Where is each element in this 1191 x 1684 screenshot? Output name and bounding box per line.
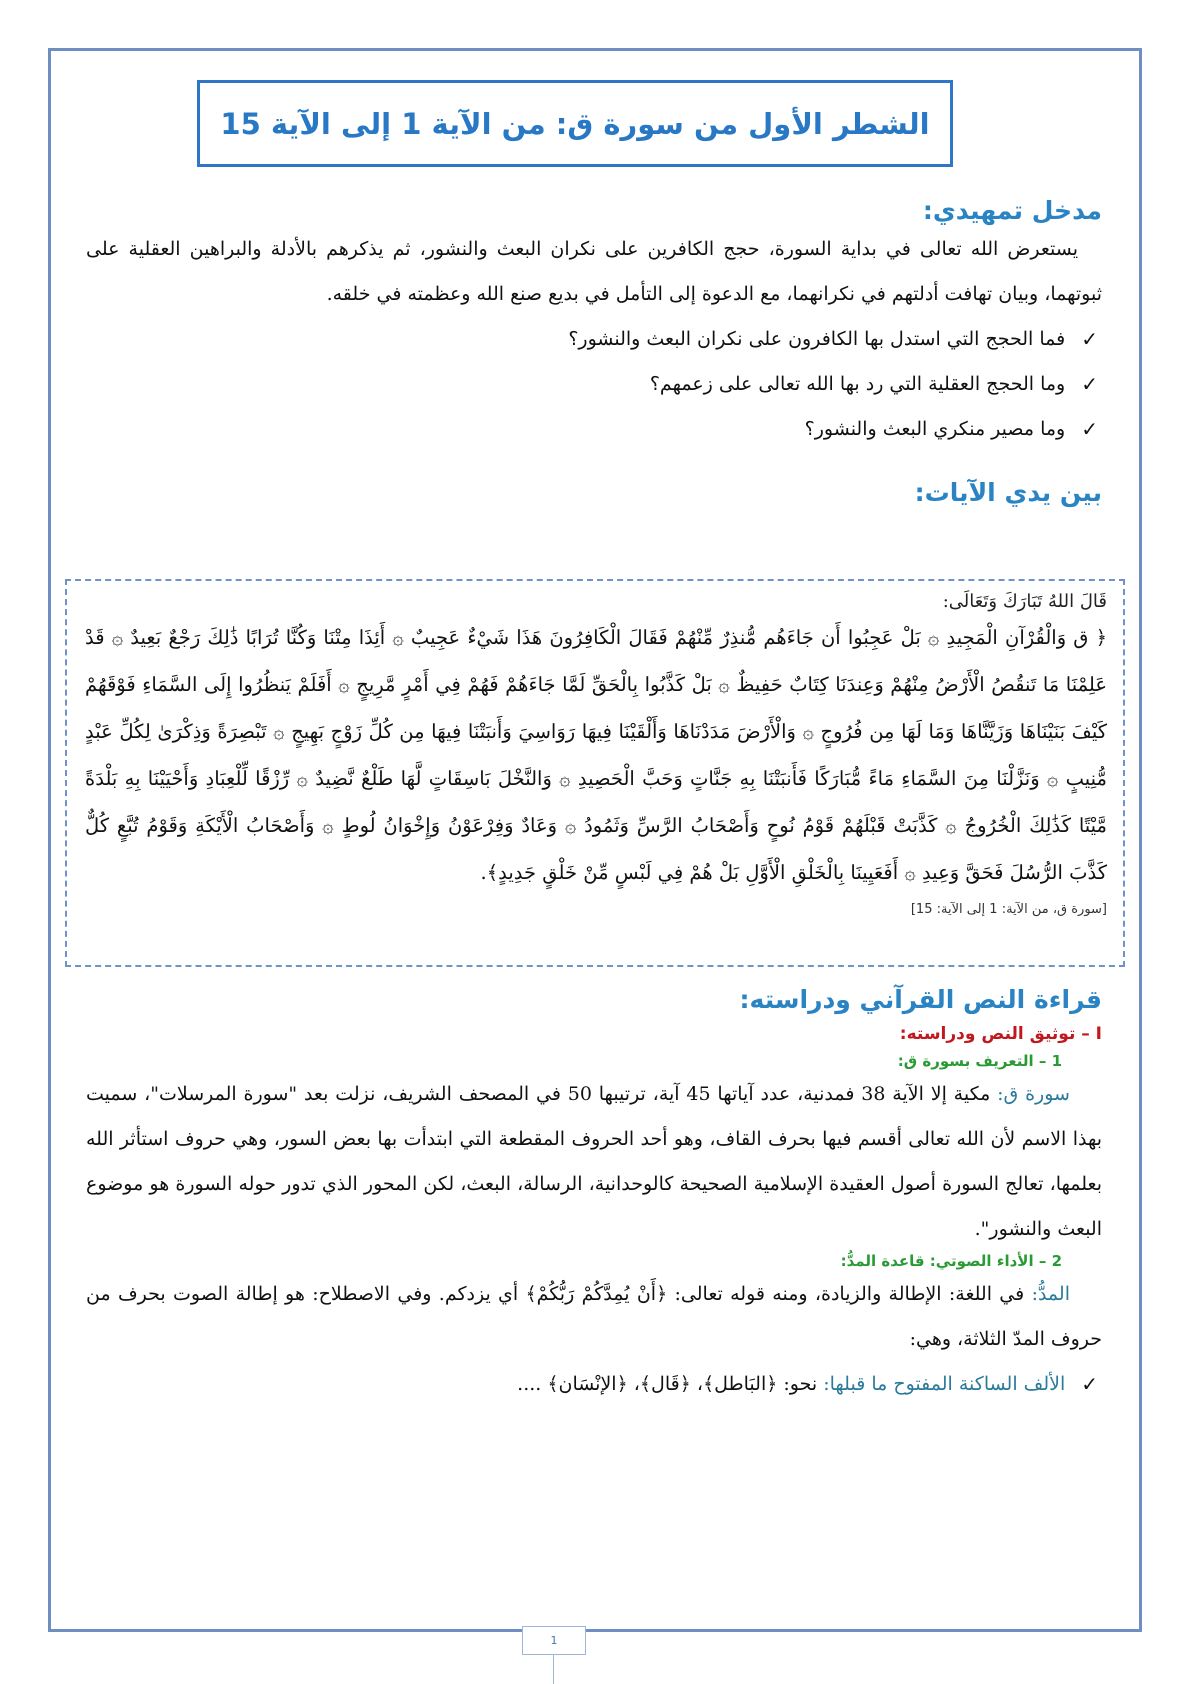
verses-content [85, 591, 1107, 917]
page-title: الشطر الأول من سورة ق: من الآية 1 إلى الآية 15 [220, 106, 930, 141]
intro-paragraph: يستعرض الله تعالى في بداية السورة، حجج الكافرين على نكران البعث والنشور، ثم يذكرهم بالأدلة والبراهين العقلية على ثبوتهما، وبيان تهافت أدلتهم في نكرانهما، مع الدعوة إلى التأمل في بديع صنع الله وعظمته في خلقه. [86, 238, 1102, 305]
title-box [197, 80, 953, 167]
verses-heading: بين يدي الآيات: [914, 478, 1102, 507]
question-item [86, 317, 1098, 362]
item2-paragraph [86, 1272, 1102, 1362]
item1-label: سورة ق: [997, 1083, 1070, 1105]
verses-intro: قَالَ اللهُ تَبَارَكَ وَتَعَالَى: [942, 591, 1107, 612]
page-number-box [522, 1626, 586, 1655]
verses-reference: [سورة ق، من الآية: 1 إلى الآية: 15] [910, 902, 1107, 917]
check-icon: ✓ [1081, 327, 1098, 351]
intro-heading: مدخل تمهيدي: [922, 196, 1102, 225]
study-heading: قراءة النص القرآني ودراسته: [739, 985, 1102, 1014]
intro-section [86, 196, 1102, 452]
verses-box [65, 579, 1125, 967]
check-icon: ✓ [1081, 417, 1098, 441]
question-list [86, 317, 1098, 452]
question-item [86, 362, 1098, 407]
item1-paragraph [86, 1072, 1102, 1252]
page-number-line [553, 1655, 554, 1684]
madd-bullet [86, 1362, 1098, 1407]
question-text: وما مصير منكري البعث والنشور؟ [804, 418, 1066, 440]
item1-text: مكية إلا الآية 38 فمدنية، عدد آياتها 45 آية، ترتيبها 50 في المصحف الشريف، نزلت بعد "سورة المرسلات"، سميت بهذا الاسم لأن الله تعالى أقسم فيها بحرف القاف، وهو أحد الحروف المقطعة التي ابتدأت بها بعض السور، وهي حروف استأثر الله بعلمها، تعالج السورة أصول العقيدة الإسلامية الصحيحة كالوحدانية، الرسالة، البعث، لكن المحور الذي تدور حوله السورة هو موضوع البعث والنشور". [86, 1083, 1102, 1240]
question-text: وما الحجج العقلية التي رد بها الله تعالى على زعمهم؟ [649, 373, 1066, 395]
check-icon: ✓ [1081, 1372, 1098, 1396]
page-number: 1 [550, 1634, 558, 1647]
verses-heading-wrap [86, 478, 1102, 507]
item2-text: في اللغة: الإطالة والزيادة، ومنه قوله تعالى: ﴿أَنْ يُمِدَّكُمْ رَبُّكُمْ﴾ أي يزدكم. وفي الاصطلاح: هو إطالة الصوت بحرف من حروف المدّ الثلاثة، وهي: [86, 1283, 1102, 1350]
question-item [86, 407, 1098, 452]
item2-heading: 2 – الأداء الصوتي: قاعدة المدُّ: [840, 1252, 1062, 1270]
verses-text: ﴿ ق وَالْقُرْآنِ الْمَجِيدِ ۞ بَلْ عَجِبُوا أَن جَاءَهُم مُّنذِرٌ مِّنْهُمْ فَقَالَ الْكَافِرُونَ هَذَا شَيْءٌ عَجِيبٌ ۞ أَئِذَا مِتْنَا وَكُنَّا تُرَابًا ذَٰلِكَ رَجْعٌ بَعِيدٌ ۞ قَدْ عَلِمْنَا مَا تَنقُصُ الْأَرْضُ مِنْهُمْ وَعِندَنَا كِتَابٌ حَفِيظٌ ۞ بَلْ كَذَّبُوا بِالْحَقِّ لَمَّا جَاءَهُمْ فَهُمْ فِي أَمْرٍ مَّرِيجٍ ۞ أَفَلَمْ يَنظُرُوا إِلَى السَّمَاءِ فَوْقَهُمْ كَيْفَ بَنَيْنَاهَا وَزَيَّنَّاهَا وَمَا لَهَا مِن فُرُوجٍ ۞ وَالْأَرْضَ مَدَدْنَاهَا وَأَلْقَيْنَا فِيهَا رَوَاسِيَ وَأَنبَتْنَا فِيهَا مِن كُلِّ زَوْجٍ بَهِيجٍ ۞ تَبْصِرَةً وَذِكْرَىٰ لِكُلِّ عَبْدٍ مُّنِيبٍ ۞ وَنَزَّلْنَا مِنَ السَّمَاءِ مَاءً مُّبَارَكًا فَأَنبَتْنَا بِهِ جَنَّاتٍ وَحَبَّ الْحَصِيدِ ۞ وَالنَّخْلَ بَاسِقَاتٍ لَّهَا طَلْعٌ نَّضِيدٌ ۞ رِّزْقًا لِّلْعِبَادِ وَأَحْيَيْنَا بِهِ بَلْدَةً مَّيْتًا كَذَٰلِكَ الْخُرُوجُ ۞ كَذَّبَتْ قَبْلَهُمْ قَوْمُ نُوحٍ وَأَصْحَابُ الرَّسِّ وَثَمُودُ ۞ وَعَادٌ وَفِرْعَوْنُ وَإِخْوَانُ لُوطٍ ۞ وَأَصْحَابُ الْأَيْكَةِ وَقَوْمُ تُبَّعٍ كُلٌّ كَذَّبَ الرُّسُلَ فَحَقَّ وَعِيدِ ۞ أَفَعَيِينَا بِالْخَلْقِ الْأَوَّلِ بَلْ هُمْ فِي لَبْسٍ مِّنْ خَلْقٍ جَدِيدٍ﴾. [85, 626, 1107, 884]
madd-bullet-label: الألف الساكنة المفتوح ما قبلها: [823, 1373, 1066, 1395]
check-icon: ✓ [1081, 372, 1098, 396]
study-section [86, 985, 1102, 1407]
madd-bullet-content [517, 1362, 1065, 1407]
madd-bullet-text: نحو: ﴿البَاطل﴾، ﴿قَال﴾، ﴿الإنْسَان﴾ .... [517, 1373, 818, 1395]
item2-label: المدُّ: [1031, 1283, 1070, 1305]
study-subheading: I – توثيق النص ودراسته: [899, 1024, 1102, 1044]
question-text: فما الحجج التي استدل بها الكافرون على نكران البعث والنشور؟ [568, 328, 1066, 350]
item1-heading: 1 – التعريف بسورة ق: [897, 1052, 1062, 1070]
